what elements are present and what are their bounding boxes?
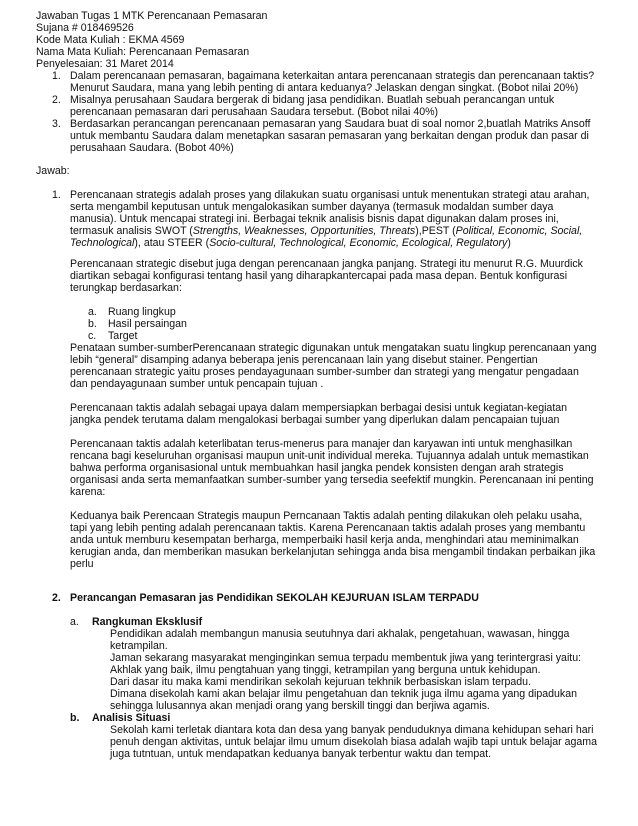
answer-1-number: 1. <box>52 189 61 201</box>
completion-date: Penyelesaian: 31 Maret 2014 <box>36 58 174 70</box>
pest-terms: Political, Economic, Social, <box>455 225 583 237</box>
answer-2-title: Perancangan Pemasaran jas Pendidikan SEKOLAH KEJURUAN ISLAM TERPADU <box>70 592 479 604</box>
section-a-line: Jaman sekarang masyarakat menginginkan semua terpadu membentuk jiwa yang terintergrasi yaitu: <box>110 652 582 664</box>
question-1-number: 1. <box>52 70 61 82</box>
answer-1-line: karena: <box>70 486 106 498</box>
answer-1-line: manusia). Untuk mencapai strategi ini. Berbagai teknik analisis bisnis dapat digunakan dalam proses ini, <box>70 213 559 225</box>
course-name: Nama Mata Kuliah: Perencanaan Pemasaran <box>36 46 250 58</box>
sublist-item: Target <box>108 330 138 342</box>
answer-1-line: dan pendayagunaan sumber untuk pencapain tujuan . <box>70 378 324 390</box>
answer-1-line: perlu <box>70 558 94 570</box>
steer-close: ) <box>507 237 511 249</box>
question-2-number: 2. <box>52 94 61 106</box>
answer-1-line: diartikan sebagai konfigurasi tentang hasil yang diharapkantercapai pada masa depan. Bentuk konfigurasi <box>70 270 568 282</box>
question-3-line: perusahaan Saudara. (Bobot 40%) <box>70 142 234 154</box>
answer-1-line: Keduanya baik Perencaan Strategis maupun Perncanaan Taktis adalah penting dilakukan oleh pelaku usaha, <box>70 510 583 522</box>
section-a-line: Dari dasar itu maka kami mendirikan sekolah kejuruan tekhnik berbasiskan islam terpadu. <box>110 676 532 688</box>
sublist-item: Ruang lingkup <box>108 306 176 318</box>
student-id: Sujana # 018469526 <box>36 22 134 34</box>
answer-1-line: Penataan sumber-sumberPerencanaan strategic digunakan untuk mengatakan suatu lingkup perencanaan yang <box>70 342 597 354</box>
section-b-letter: b. <box>70 712 80 724</box>
swot-terms: Strengths, Weaknesses, Opportunities, Threats <box>192 225 416 237</box>
section-b-line: juga tutntuan, untuk mendapatkan keduanya banyak terbentur waktu dan tempat. <box>110 748 492 760</box>
answer-1-line: perencanaan strategic yaitu proses pendayagunaan sumber-sumber dan strategi yang mengatur pengadaan <box>70 366 579 378</box>
question-1-line: Menurut Saudara, mana yang lebih penting di antara keduanya? Jelaskan dengan singkat. (Bobot nilai 20%) <box>70 82 579 94</box>
swot-prefix: termasuk analisis SWOT ( <box>70 225 193 237</box>
answer-1-line: rencana bagi keseluruhan organisasi maupun unit-unit individual mereka. Tujuannya adalah untuk memastikan <box>70 450 589 462</box>
answer-1-line: serta mengambil keputusan untuk mengalokasikan sumber dayanya (termasuk modaldan sumber daya <box>70 201 554 213</box>
question-2-line: perencanaan pemasaran dari perusahaan Saudara tersebut. (Bobot nilai 40%) <box>70 106 439 118</box>
question-3-line: Berdasarkan perancangan perencanaan pemasaran yang Saudara buat di soal nomor 2,buatlah Matriks Ansoff <box>70 118 591 130</box>
course-code: Kode Mata Kuliah : EKMA 4569 <box>36 34 185 46</box>
sublist-item: Hasil persaingan <box>108 318 187 330</box>
sublist-letter: c. <box>88 330 97 342</box>
doc-title: Jawaban Tugas 1 MTK Perencanaan Pemasaran <box>36 10 268 22</box>
answer-1-line: terungkap berdasarkan: <box>70 282 182 294</box>
answer-1-line: bahwa performa organisasional untuk membuahkan hasil jangka pendek konsisten dengan arah strategis <box>70 462 564 474</box>
question-2-line: Misalnya perusahaan Saudara bergerak di bidang jasa pendidikan. Buatlah sebuah perancangan untuk <box>70 94 555 106</box>
answer-1-line: jangka pendek terutama dalam mengalokasi berbagai sumber yang diperlukan dalam pencapaian tujuan <box>70 414 560 426</box>
answer-1-line: kerugian anda, dan memberikan masukan berkelanjutan sehingga anda bisa mengambil tindakan perbaikan jika <box>70 546 596 558</box>
section-a-letter: a. <box>70 616 79 628</box>
answer-1-line: tapi yang lebih penting adalah perencanaan taktis. Karena Perencanaan taktis adalah proses yang membantu <box>70 522 586 534</box>
sublist-letter: a. <box>88 306 97 318</box>
answer-1-line: anda untuk memburu kesempatan berharga, memperbaiki hasil kerja anda, menghindari atau meminimalkan <box>70 534 579 546</box>
section-b-line: penuh dengan aktivitas, untuk belajar ilmu umum disekolah biasa adalah wajib tapi untuk belajar agama <box>110 736 598 748</box>
question-3-number: 3. <box>52 118 61 130</box>
section-b-line: Sekolah kami terletak diantara kota dan desa yang banyak penduduknya dimana kehidupan sehari hari <box>110 724 594 736</box>
section-a-line: Dimana disekolah kami akan belajar ilmu pengetahuan dan teknik juga ilmu agama yang dipadukan <box>110 688 578 700</box>
answer-1-line: Perencanaan strategis adalah proses yang dilakukan suatu organisasi untuk menentukan strategi atau arahan, <box>70 189 590 201</box>
steer-prefix: ), atau STEER ( <box>134 237 210 249</box>
sublist-letter: b. <box>88 318 97 330</box>
pest-terms-continued: Technological <box>70 237 135 249</box>
section-a-line: Akhlak yang baik, ilmu pengtahuan yang tinggi, ketrampilan yang berguna untuk kehidupan. <box>110 664 541 676</box>
answer-1-line: lebih “general” disamping adanya beberapa jenis perencanaan lain yang disebut stainer. Pengertian <box>70 354 538 366</box>
answer-1-analysis-line <box>70 225 582 237</box>
section-a-line: Pendidikan adalah membangun manusia seutuhnya dari akhalak, pengetahuan, wawasan, hingga <box>110 628 570 640</box>
answer-1-line: Perencanaan taktis adalah sebagai upaya dalam mempersiapkan berbagai desisi untuk kegiatan-kegiatan <box>70 402 568 414</box>
pest-prefix: ),PEST ( <box>415 225 456 237</box>
section-b-title: Analisis Situasi <box>92 712 171 724</box>
question-1-line: Dalam perencanaan pemasaran, bagaimana keterkaitan antara perencanaan strategis dan perencanaan taktis? <box>70 70 595 82</box>
answer-2-number: 2. <box>52 592 61 604</box>
section-a-line: ketrampilan. <box>110 640 168 652</box>
steer-terms: Socio-cultural, Technological, Economic, Ecological, Regulatory <box>209 237 508 249</box>
answer-1-line: Perencanaan taktis adalah keterlibatan terus-menerus para manajer dan karyawan inti untuk menghasilkan <box>70 438 573 450</box>
answer-1-line: organisasi anda serta memanfaatkan sumber-sumber yang tersedia seefektif mungkin. Perencanaan ini penting <box>70 474 594 486</box>
question-3-line: untuk membantu Saudara dalam menetapkan sasaran pemasaran yang berkaitan dengan produk dan pasar di <box>70 130 589 142</box>
answer-1-line: Perencanaan strategic disebut juga dengan perencanaan jangka panjang. Strategi itu menurut R.G. Muurdick <box>70 258 583 270</box>
answer-1-analysis-line <box>70 237 511 249</box>
jawab-heading: Jawab: <box>36 165 70 177</box>
section-a-title: Rangkuman Eksklusif <box>92 616 203 628</box>
section-a-line: sehingga lulusannya akan menjadi orang yang berskill tinggi dan berjiwa agamis. <box>110 700 490 712</box>
